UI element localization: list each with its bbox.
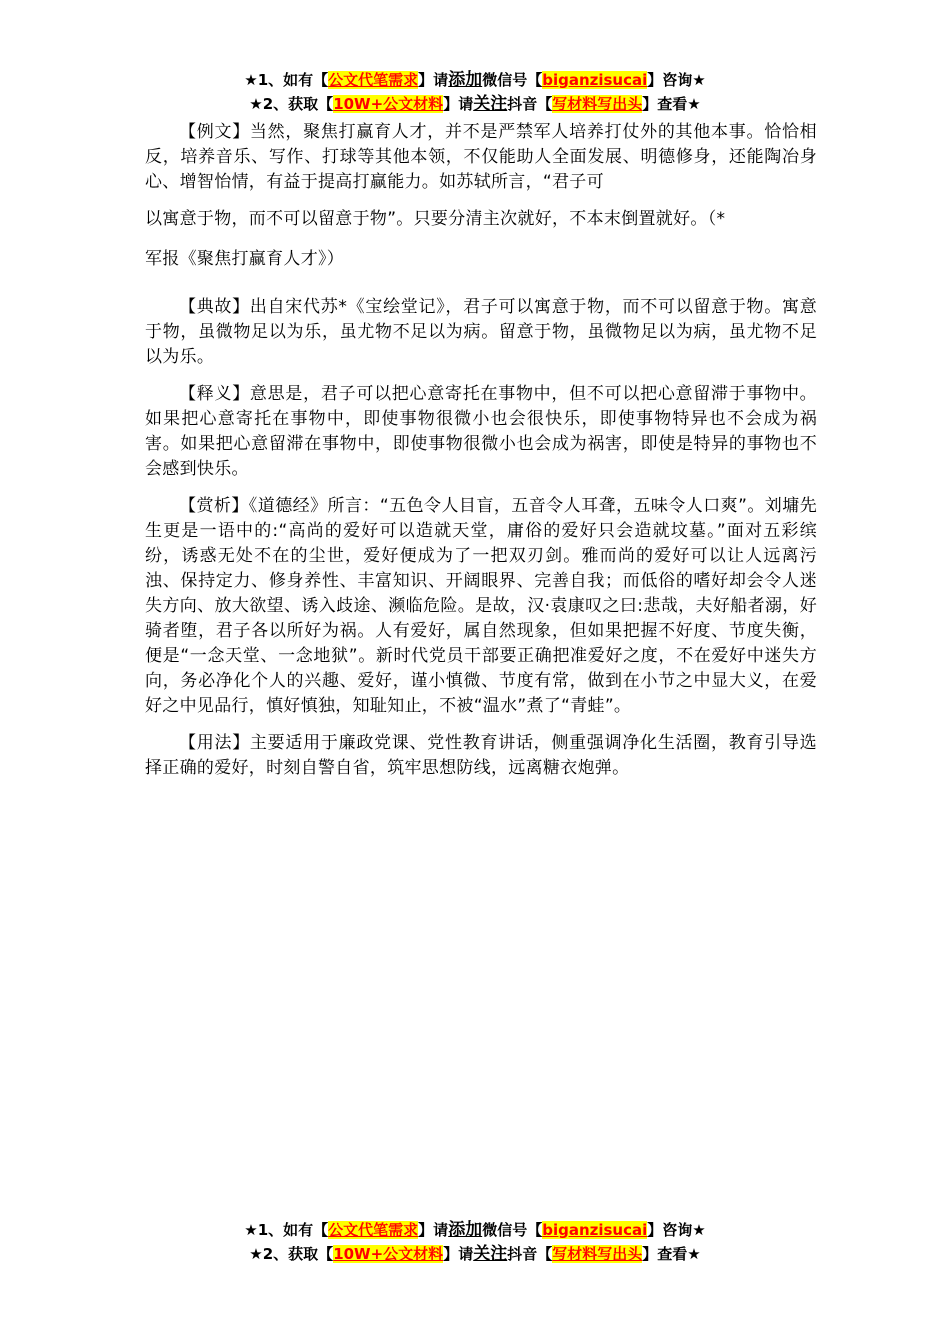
banner-text: 抖音【 [507,95,553,113]
banner-text: ★1、如有【 [244,71,329,89]
banner-text: 微信号【 [482,71,543,89]
banner-text: ★1、如有【 [244,1221,329,1239]
banner-text: ★2、获取【 [249,95,334,113]
allusion-paragraph: 【典故】出自宋代苏*《宝绘堂记》，君子可以寓意于物，而不可以留意于物。寓意于物，虽微物足以为乐，虽尤物不足以为病。留意于物，虽微物足以为病，虽尤物不足以为乐。 [145,297,817,367]
banner-text: 】咨询★ [647,1221,706,1239]
banner-text: 】请 [418,71,449,89]
banner-text: 抖音【 [507,1245,553,1263]
example-source: 军报《聚焦打赢育人才》） [145,249,345,269]
underlined-follow: 关注 [473,1244,508,1264]
underlined-add: 添加 [448,1220,483,1240]
header-banner [0,68,950,116]
example-paragraph-cont: 以寓意于物，而不可以留意于物”。只要分清主次就好，不本末倒置就好。（* [145,209,726,229]
highlight-douyin: 写材料写出头 [552,1245,643,1263]
highlight-service: 公文代笔需求 [328,1221,419,1239]
highlight-service: 公文代笔需求 [328,71,419,89]
banner-text: 】请 [443,95,474,113]
highlight-wechat-id: biganzisucai [542,1221,648,1239]
meaning-paragraph: 【释义】意思是，君子可以把心意寄托在事物中，但不可以把心意留滞于事物中。如果把心意寄托在事物中，即使事物很微小也会很快乐，即使事物特异也不会成为祸害。如果把心意留滞在事物中，即使事物很微小也会成为祸害，即使是特异的事物也不会感到快乐。 [145,384,817,479]
footer-banner [0,1218,950,1266]
banner-text: 】查看★ [642,95,701,113]
banner-text: ★2、获取【 [249,1245,334,1263]
footer-line-1 [0,1218,950,1242]
banner-text: 】请 [418,1221,449,1239]
banner-line-1 [0,68,950,92]
underlined-add: 添加 [448,70,483,90]
highlight-materials: 10W+公文材料 [333,95,444,113]
usage-paragraph: 【用法】主要适用于廉政党课、党性教育讲话，侧重强调净化生活圈，教育引导选择正确的爱好，时刻自警自省，筑牢思想防线，远离糖衣炮弹。 [145,733,817,778]
example-paragraph: 【例文】当然，聚焦打赢育人才，并不是严禁军人培养打仗外的其他本事。恰恰相反，培养音乐、写作、打球等其他本领，不仅能助人全面发展、明德修身，还能陶冶身心、增智怡情，有益于提高打赢能力。如苏轼所言，“君子可 [145,122,817,192]
highlight-douyin: 写材料写出头 [552,95,643,113]
document-body [145,120,817,793]
highlight-wechat-id: biganzisucai [542,71,648,89]
banner-text: 】请 [443,1245,474,1263]
footer-line-2 [0,1242,950,1266]
analysis-paragraph: 【赏析】《道德经》所言：“五色令人目盲，五音令人耳聋，五味令人口爽”。刘墉先生更是一语中的:“高尚的爱好可以造就天堂，庸俗的爱好只会造就坟墓。”面对五彩缤纷，诱惑无处不在的尘世，爱好便成为了一把双刃剑。雅而尚的爱好可以让人远离污浊、保持定力、修身养性、丰富知识、开阔眼界、完善自我；而低俗的嗜好却会令人迷失方向、放大欲望、诱入歧途、濒临危险。是故，汉·袁康叹之曰:悲哉，夫好船者溺，好骑者堕，君子各以所好为祸。人有爱好，属自然现象，但如果把握不好度、节度失衡，便是“一念天堂、一念地狱”。新时代党员干部要正确把准爱好之度，不在爱好中迷失方向，务必净化个人的兴趣、爱好，谨小慎微、节度有常，做到在小节之中显大义，在爱好之中见品行，慎好慎独，知耻知止，不被“温水”煮了“青蛙”。 [145,496,817,716]
banner-text: 微信号【 [482,1221,543,1239]
banner-text: 】查看★ [642,1245,701,1263]
highlight-materials: 10W+公文材料 [333,1245,444,1263]
underlined-follow: 关注 [473,94,508,114]
banner-line-2 [0,92,950,116]
banner-text: 】咨询★ [647,71,706,89]
